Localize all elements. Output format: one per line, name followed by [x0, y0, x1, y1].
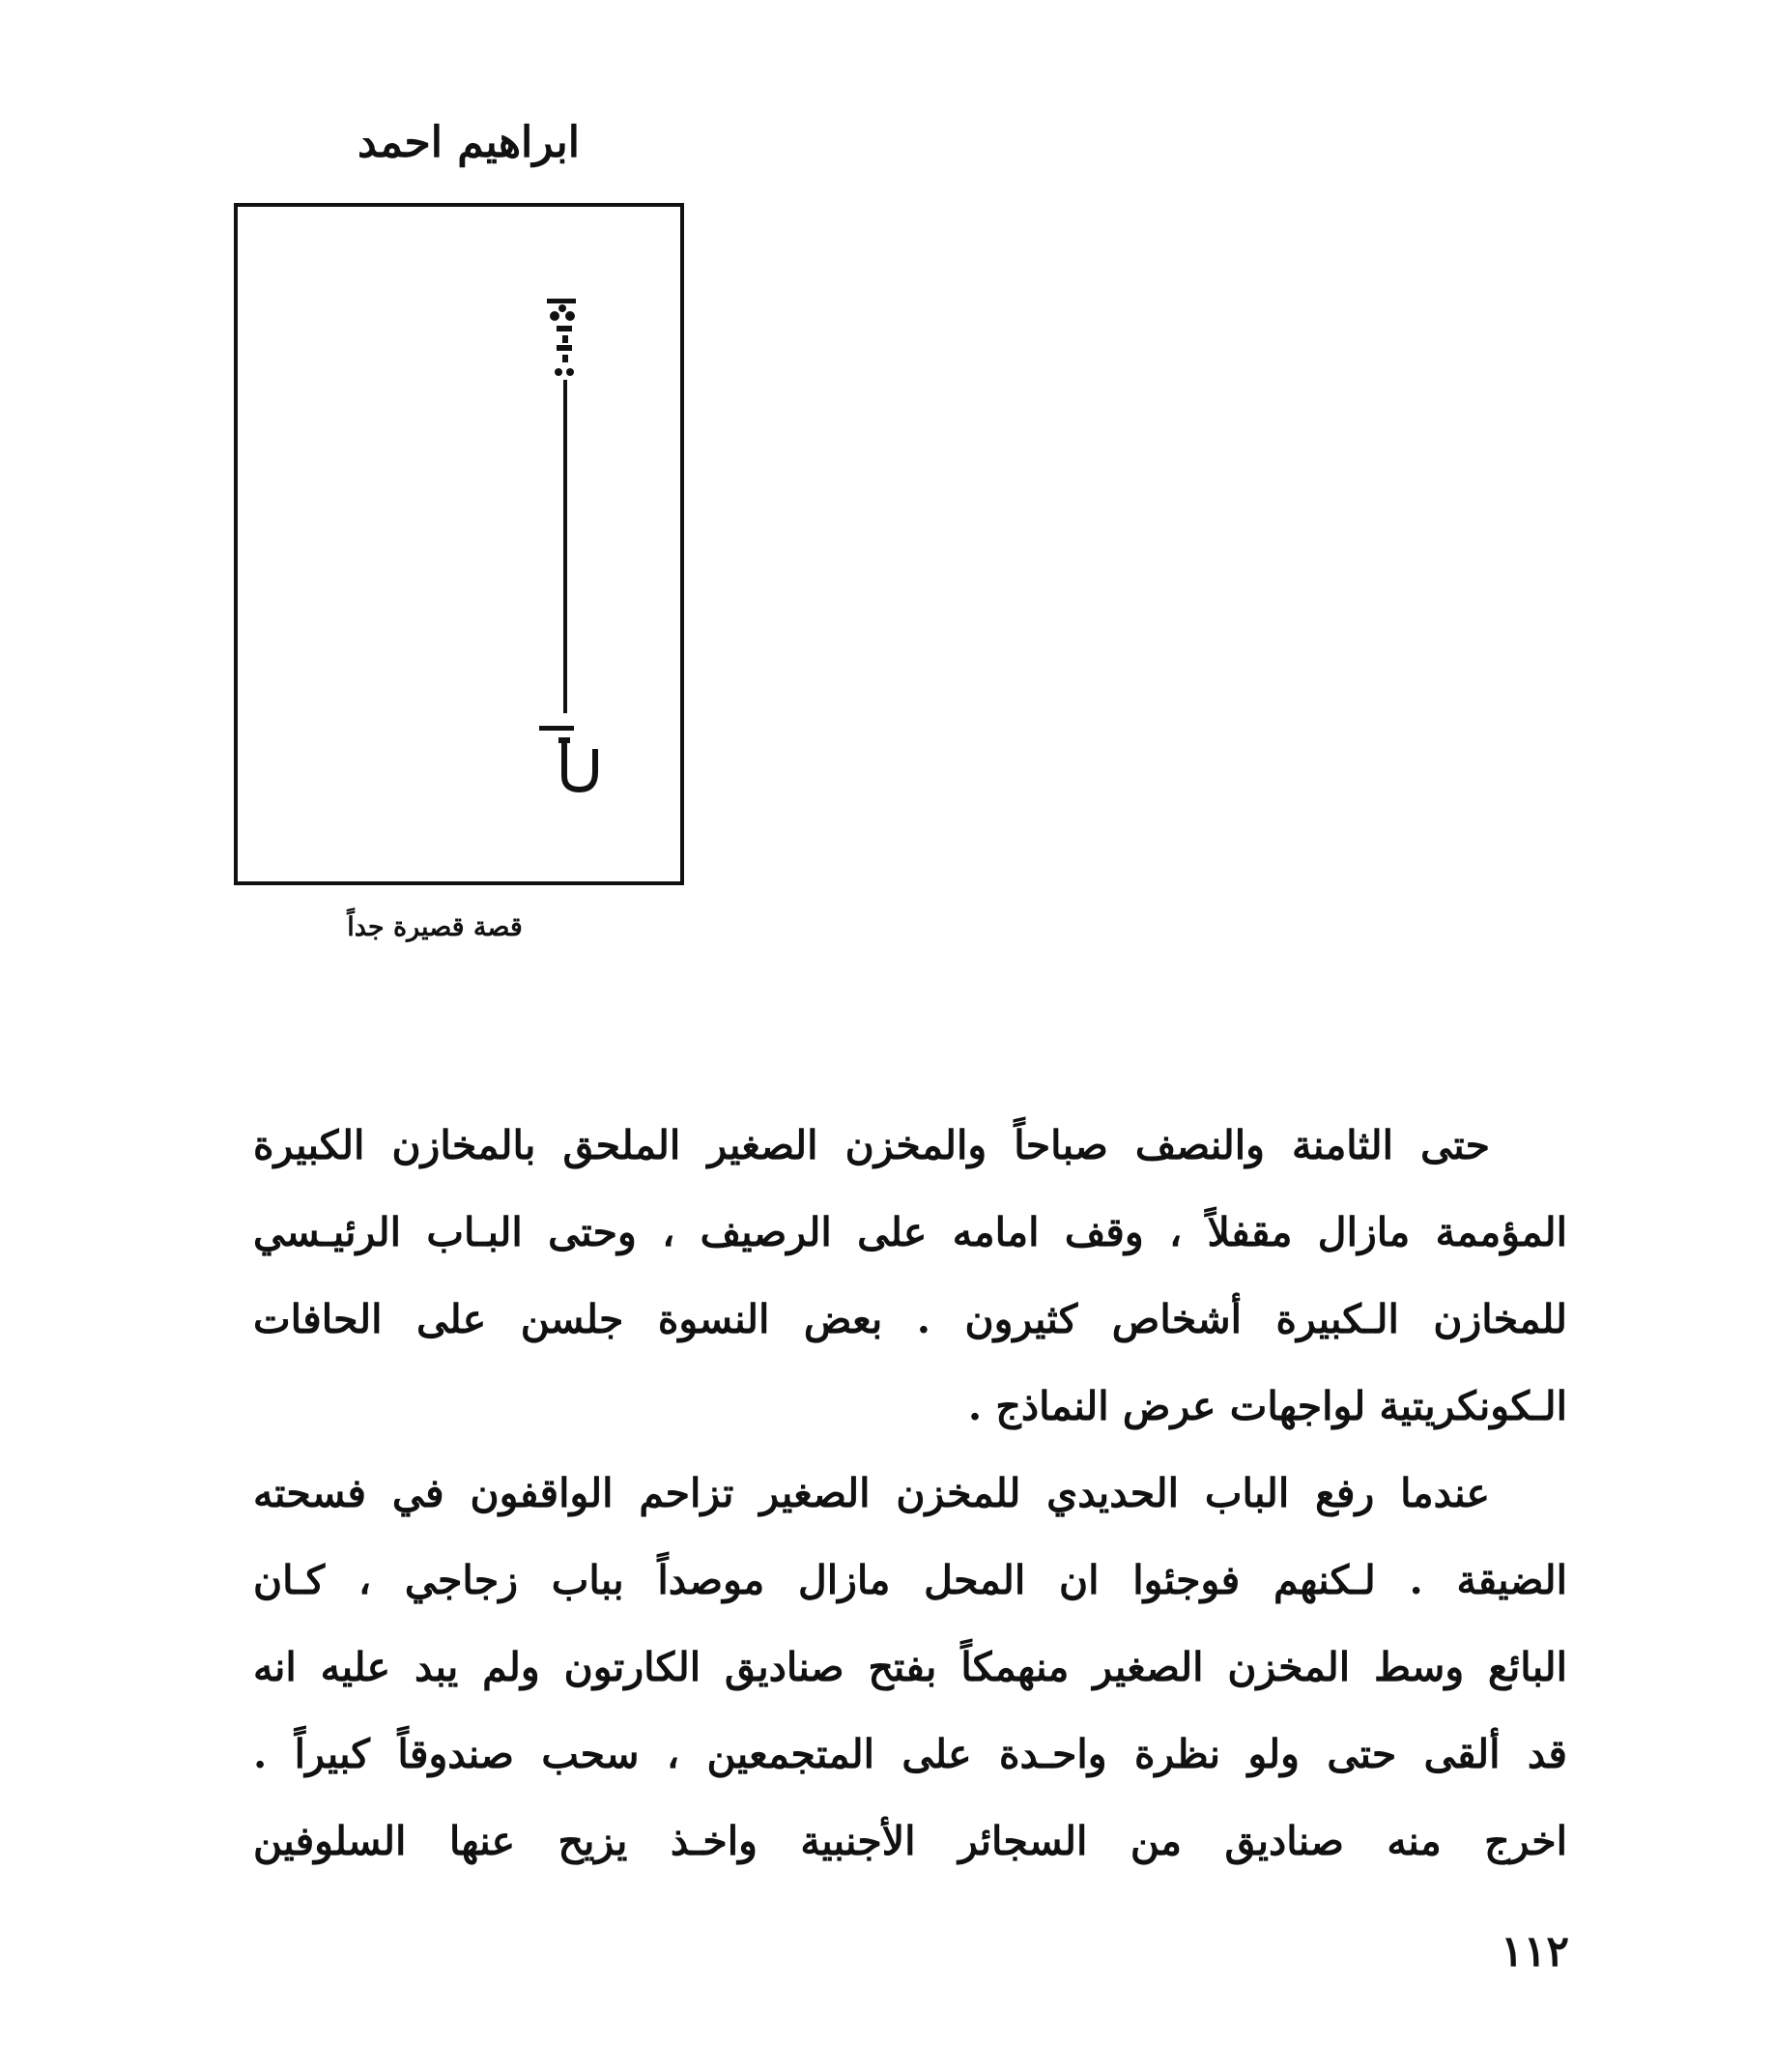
- text-line: الضيقة . لـكنهم فوجئوا ان المحل مازال موصداً بباب زجاجي ، كـان: [253, 1557, 1567, 1603]
- text-line: حتى الثامنة والنصف صباحاً والمخزن الصغير الملحق بالمخازن الكبيرة: [253, 1122, 1490, 1168]
- text-line: قد ألقى حتى ولو نظرة واحـدة على المتجمعين ، سحب صندوقاً كبيراً .: [253, 1731, 1567, 1777]
- story-title-frame: [234, 203, 684, 885]
- author-name: ابراهيم احمد: [357, 118, 580, 167]
- text-line: الـكونكريتية لواجهات عرض النماذج .: [967, 1383, 1567, 1429]
- text-line: للمخازن الـكبيرة أشخاص كثيرون . بعض النسوة جلسن على الحافات: [253, 1296, 1567, 1342]
- vertical-title-glyph-icon: [535, 295, 613, 797]
- paragraph-1: [253, 1102, 1567, 1450]
- page-number: ١١٢: [1501, 1927, 1569, 1976]
- paragraph-2: [253, 1450, 1567, 1885]
- title-caption: قصة قصيرة جداً: [347, 912, 523, 942]
- text-line: البائع وسط المخزن الصغير منهمكاً بفتح صناديق الكارتون ولم يبد عليه انه: [253, 1644, 1567, 1690]
- text-line: عندما رفع الباب الحديدي للمخزن الصغير تزاحم الواقفون في فسحته: [253, 1470, 1490, 1516]
- text-line: المؤممة مازال مقفلاً ، وقف امامه على الرصيف ، وحتى البـاب الرئيـسي: [253, 1209, 1567, 1255]
- text-line: اخرج منه صناديق من السجائر الأجنبية واخـذ يزيح عنها السلوفين: [253, 1818, 1567, 1864]
